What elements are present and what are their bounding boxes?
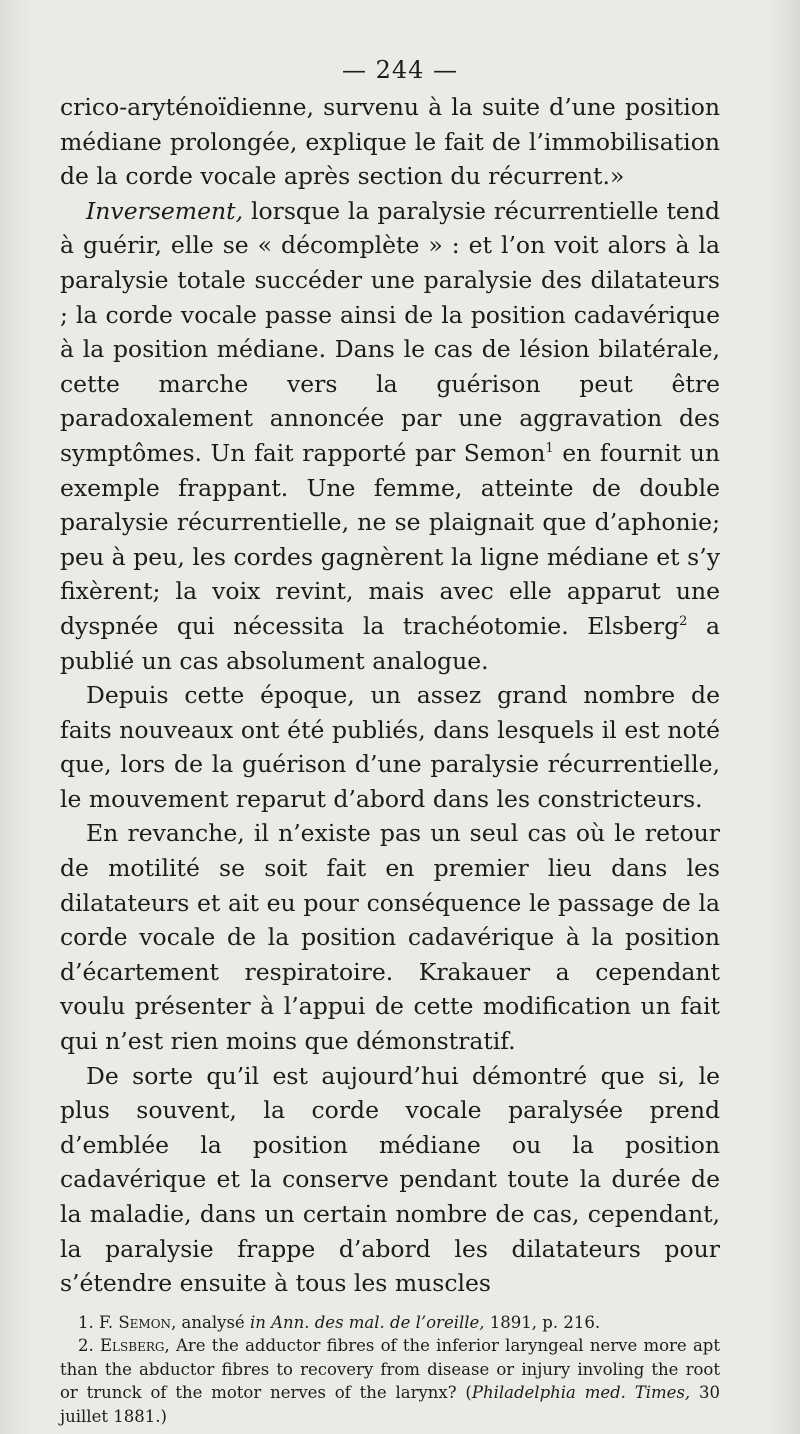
footnote-2-author: Elsberg bbox=[100, 1336, 165, 1356]
paragraph-1 bbox=[60, 90, 720, 194]
footnote-1 bbox=[60, 1311, 720, 1335]
footnote-2 bbox=[60, 1334, 720, 1428]
paragraph-4-text: En revanche, il n’existe pas un seul cas où le retour de motilité se soit fait en premier lieu dans les dilatateurs et ait eu pour conséquence le passage de la corde vocale de la position cadavérique à la position d’écartement respiratoire. Krakauer a cependant voulu présenter à l’appui de cette modification un fait qui n’est rien moins que démonstratif. bbox=[60, 819, 720, 1056]
paragraph-3 bbox=[60, 678, 720, 816]
paragraph-5 bbox=[60, 1059, 720, 1301]
paragraph-2 bbox=[60, 194, 720, 678]
footnote-2-journal: Philadelphia med. Times, bbox=[471, 1383, 691, 1403]
paragraph-2-text-c: a publié un cas absolument analogue. bbox=[60, 611, 720, 675]
footnote-1-text-b: 1891, p. 216. bbox=[484, 1312, 601, 1332]
footnote-1-journal: in Ann. des mal. de l’oreille, bbox=[249, 1312, 485, 1332]
paragraph-4 bbox=[60, 816, 720, 1058]
footnotes bbox=[60, 1311, 720, 1429]
footnote-1-text-a: , analysé bbox=[171, 1312, 250, 1332]
paragraph-5-text: De sorte qu’il est aujourd’hui démontré que si, le plus souvent, la corde vocale paralysée prend d’emblée la position médiane ou la position cadavérique et la conserve pendant toute la durée de la maladie, dans un certain nombre de cas, cependant, la paralysie frappe d’abord les dilatateurs pour s’étendre ensuite à tous les muscles bbox=[60, 1061, 720, 1298]
footnote-ref-2: 2 bbox=[679, 613, 688, 629]
body-text bbox=[60, 90, 720, 1301]
footnote-ref-1: 1 bbox=[545, 440, 554, 456]
paragraph-3-text: Depuis cette époque, un assez grand nombre de faits nouveaux ont été publiés, dans lesquels il est noté que, lors de la guérison d’une paralysie récurrentielle, le mouvement reparut d’abord dans les constricteurs. bbox=[60, 681, 720, 813]
paragraph-2-text-b: en fournit un exemple frappant. Une femme, atteinte de double paralysie récurrentielle, ne se plaignait que d’aphonie; peu à peu, les cordes gagnèrent la ligne médiane et s’y fixèrent; la voix revint, mais avec elle apparut une dyspnée qui nécessita la trachéotomie. Elsberg bbox=[60, 438, 720, 640]
italic-word: Inversement, bbox=[86, 196, 244, 225]
footnote-1-author: F. Semon bbox=[99, 1312, 172, 1332]
footnote-1-number: 1. bbox=[78, 1312, 99, 1332]
paragraph-1-text: crico-aryténoïdienne, survenu à la suite d’une position médiane prolongée, explique le fait de l’immobilisation de la corde vocale après section du récurrent.» bbox=[60, 93, 720, 191]
footnote-2-text-a: , Are the adductor fibres of the inferior laryngeal nerve more apt than the abductor fibres to recovery from disease or injury involing the root or trunck of the motor nerves of the larynx? ( bbox=[60, 1336, 720, 1403]
page-number: — 244 — bbox=[341, 56, 459, 84]
paragraph-2-text-a: lorsque la paralysie récurrentielle tend à guérir, elle se « décomplète » : et l’on voit alors à la paralysie totale succéder une paralysie des dilatateurs ; la corde vocale passe ainsi de la position cadavérique à la position médiane. Dans le cas de lésion bilatérale, cette marche vers la guérison peut être paradoxalement annoncée par une aggravation des symptômes. Un fait rapporté par Semon bbox=[60, 196, 720, 467]
footnote-2-number: 2. bbox=[78, 1336, 101, 1356]
footnote-2-text-b: 30 juillet 1881.) bbox=[60, 1383, 720, 1426]
